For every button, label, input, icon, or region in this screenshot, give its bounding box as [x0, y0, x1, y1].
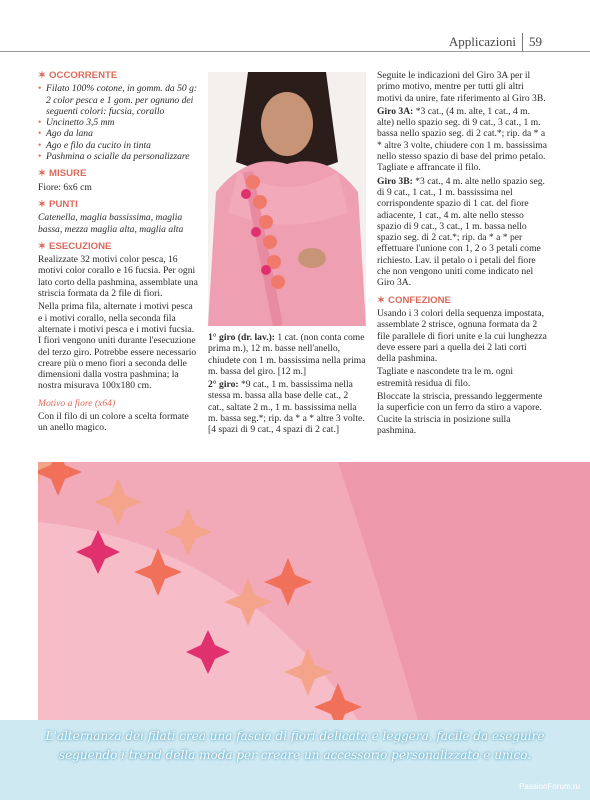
column-middle — [208, 332, 366, 438]
star-icon: ✶ — [38, 198, 47, 210]
motivo-subheading: Motivo a fiore (x64) — [38, 397, 116, 409]
page-number: 59 — [529, 34, 542, 49]
heading-esecuzione: ✶ ESECUZIONE — [38, 240, 112, 252]
header-rule — [0, 51, 590, 52]
confezione-paragraph: Tagliate e nascondete tra le m. ogni estremità residua di filo. — [377, 366, 513, 389]
header-separator — [522, 33, 523, 52]
list-item: • Uncinetto 3,5 mm — [38, 117, 198, 128]
star-icon: ✶ — [38, 70, 47, 81]
model-photo — [208, 72, 366, 326]
heading-punti: ✶ PUNTI — [38, 198, 78, 210]
esecuzione-paragraph: Realizzate 32 motivi color pesca, 16 motivi color corallo e 16 fucsia. Per ogni lato corto della pashmina, assemblate una striscia formata da 2 file di fiori. — [38, 254, 198, 300]
star-icon: ✶ — [38, 240, 47, 252]
punti-text: Catenella, maglia bassissima, maglia bassa, mezza maglia alta, maglia alta — [38, 212, 184, 235]
confezione-paragraph: Bloccate la striscia, pressando leggermente la superficie con un ferro da stiro a vapore. Cucite la striscia in posizione sulla pashmina. — [377, 391, 543, 436]
column-right — [377, 70, 547, 438]
esecuzione-paragraph: Nella prima fila, alternate i motivi pesca e i motivi corallo, nella seconda fila alternate i motivi pesca e i motivi fucsia. I fiori vengono uniti durante l'esecuzione del terzo giro. Potrebbe essere necessario creare più o meno fiori a seconda delle dimensioni dalla vostra pashmina; la nostra misurava 100x180 cm. — [38, 301, 197, 392]
giro1-label: 1° giro (dr. lav.): — [208, 332, 275, 343]
list-item: • Ago e filo da cucito in tinta — [38, 140, 198, 151]
caption-line: L'alternanza dei filati crea una fascia di fiori delicata e leggera, facile da eseguire — [45, 729, 545, 743]
section-title: Applicazioni — [448, 34, 516, 49]
misure-text: Fiore: 6x6 cm — [38, 181, 92, 193]
caption-line: seguendo i trend della moda per creare un accessorio personalizzato e unico. — [58, 748, 532, 762]
list-item: • Ago da lana — [38, 128, 198, 139]
giro1-paragraph: 1° giro (dr. lav.): 1 cat. (non conta come prima m.), 12 m. basse nell'anello, chiudete con 1 m. bassissima nella prima m. bassa del giro. [12 m.] — [208, 332, 366, 377]
materials-list — [38, 83, 198, 162]
heading-confezione: ✶ CONFEZIONE — [377, 294, 451, 306]
heading-occorrente: ✶ OCCORRENTE — [38, 70, 118, 81]
photo-caption — [0, 727, 590, 765]
confezione-paragraph: Usando i 3 colori della sequenza impostata, assemblate 2 strisce, ognuna formata da 2 file parallele di fiori unite e la cui lunghezza deve essere pari a quella dei 2 lati corti della pashmina. — [377, 307, 547, 365]
giro3b-label: Giro 3B: — [377, 175, 413, 187]
giro2-label: 2° giro: — [208, 379, 239, 391]
page-header — [0, 34, 590, 52]
watermark: PassionForum.ru — [519, 782, 580, 791]
giro3a-label: Giro 3A: — [377, 105, 414, 117]
list-item: • Filato 100% cotone, in gomm. da 50 g: 2 color pesca e 1 gom. per ognuno dei seguenti colori: fucsia, corallo — [38, 83, 198, 117]
flowers-closeup-photo — [38, 462, 590, 720]
star-icon: ✶ — [38, 168, 47, 180]
giro3a-paragraph: Giro 3A: *3 cat., (4 m. alte, 1 cat., 4 m. alte) nello spazio seg. di 9 cat., 3 cat., 1 m. bassa nello spazio seg. di 2 cat.*; rip. da * a * altre 3 volte, chiudere con 1 m. bassissima nello stesso spazio di base del primo petalo. Tagliate e affrancate il filo. — [377, 105, 547, 174]
column-left — [38, 70, 198, 436]
list-item: • Pashmina o scialle da personalizzare — [38, 151, 198, 162]
giro3b-paragraph: Giro 3B: *3 cat., 4 m. alte nello spazio seg. di 9 cat., 1 cat., 1 m. bassissima nel corrispondente spazio di 1 cat. del fiore adiacente, 1 cat., 4 m. alte nello stesso spazio di 9 cat., 3 cat., 1 m. bassa nello spazio seg. di 2 cat.*; rip. da * a * per effettuare l'unione con 1, 2 o 3 petali come richiesto. Lav. il petalo o i petali del fiore che non vengono uniti come indicato nel Giro 3A. — [377, 175, 545, 289]
intro-paragraph: Seguite le indicazioni del Giro 3A per il primo motivo, mentre per tutti gli altri motivi da unire, fate riferimento al Giro 3B. — [377, 70, 546, 104]
motivo-text: Con il filo di un colore a scelta formate un anello magico. — [38, 411, 189, 434]
giro2-paragraph: 2° giro: *9 cat., 1 m. bassissima nella stessa m. bassa alla base delle cat., 2 cat., saltate 2 m., 1 m. bassissima nella m. bassa seg.*; rip. da * a * altre 3 volte. [4 spazi di 9 cat., 4 spazi di 2 cat.] — [208, 379, 365, 436]
star-icon: ✶ — [377, 294, 386, 306]
heading-misure: ✶ MISURE — [38, 168, 87, 180]
